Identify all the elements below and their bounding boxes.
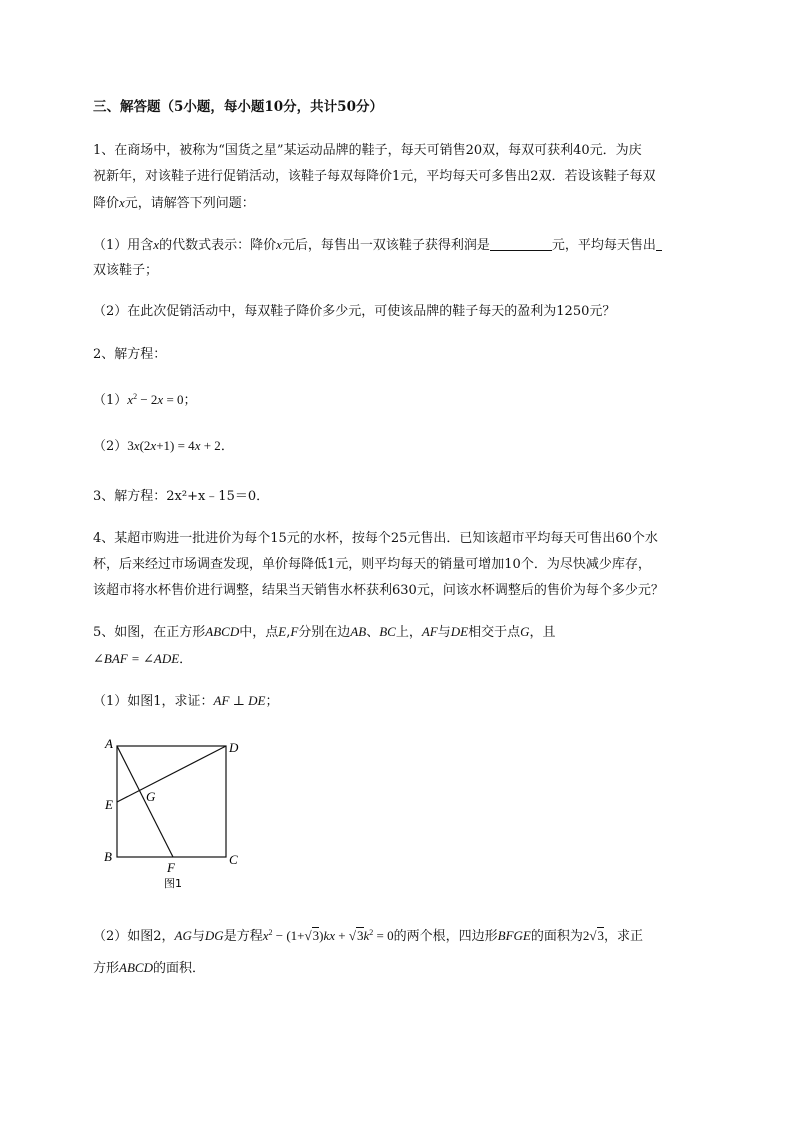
answer-blank[interactable] — [490, 236, 552, 251]
label-e: E — [105, 797, 113, 812]
q1-line3: 降价x元，请解答下列问题： — [93, 195, 255, 211]
segment-de — [117, 746, 226, 802]
answer-blank-2[interactable] — [656, 236, 662, 251]
q1-line1: 1、在商场中，被称为“国货之星”某运动品牌的鞋子，每天可销售20双，每双可获利40元．为庆 — [93, 143, 642, 158]
label-f: F — [167, 860, 175, 875]
square-abcd — [117, 746, 226, 857]
label-g: G — [146, 789, 156, 804]
q1-part2: （2）在此次促销活动中，每双鞋子降价多少元，可使该品牌的鞋子每天的盈利为1250元？ — [93, 304, 616, 319]
q1-line2: 祝新年，对该鞋子进行促销活动，该鞋子每双每降价1元，平均每天可多售出2双．若设该鞋子每双 — [93, 169, 656, 184]
q5-part2: （2）如图2，AG与DG是方程$x^2 - (1+√3)kx + √3k^2 = 0$的两个根，四边形BFGE的面积为2√3，求正 — [93, 928, 644, 944]
segment-af — [117, 746, 173, 857]
label-c: C — [229, 852, 238, 867]
figure-caption: 图1 — [164, 877, 182, 890]
q4-line1: 4、某超市购进一批进价为每个15元的水杯，按每个25元售出．已知该超市平均每天可售出60个水 — [93, 531, 658, 546]
q2-part1: $(1)x^2 - 2x = 0$； — [93, 392, 197, 408]
q1-part1: （1）用含x的代数式表示：降价x元后，每售出一双该鞋子获得利润是 元，平均每天售出 — [93, 235, 662, 256]
q2-title: 2、解方程： — [93, 347, 167, 362]
label-a: A — [105, 736, 113, 751]
label-d: D — [229, 740, 239, 755]
q5-line2: ∠BAF = ∠ADE． — [93, 651, 193, 667]
q5-part2-cont: 方形ABCD的面积． — [93, 960, 205, 976]
section-title: 三、解答题（5小题，每小题10分，共计50分） — [93, 99, 383, 115]
q4-line2: 杯，后来经过市场调查发现，单价每降低1元，则平均每天的销量可增加10个．为尽快减少库存， — [93, 557, 651, 572]
q3-text: 3、解方程：2x²+x﹣15＝0． — [93, 489, 270, 504]
q4-line3: 该超市将水杯售价进行调整，结果当天销售水杯获利630元，问该水杯调整后的售价为每个多少元？ — [93, 583, 664, 598]
q1-part1-cont: 双该鞋子； — [93, 263, 159, 278]
q5-part1: （1）如图1，求证：AF ⊥ DE； — [93, 693, 279, 709]
label-b: B — [104, 849, 112, 864]
q2-part2: （2）3x(2x+1) = 4x + 2． — [93, 438, 234, 454]
square-figure — [100, 736, 260, 896]
q5-line1: 5、如图，在正方形ABCD中，点E,F分别在边AB、BC上，AF与DE相交于点G，且 — [93, 624, 556, 640]
